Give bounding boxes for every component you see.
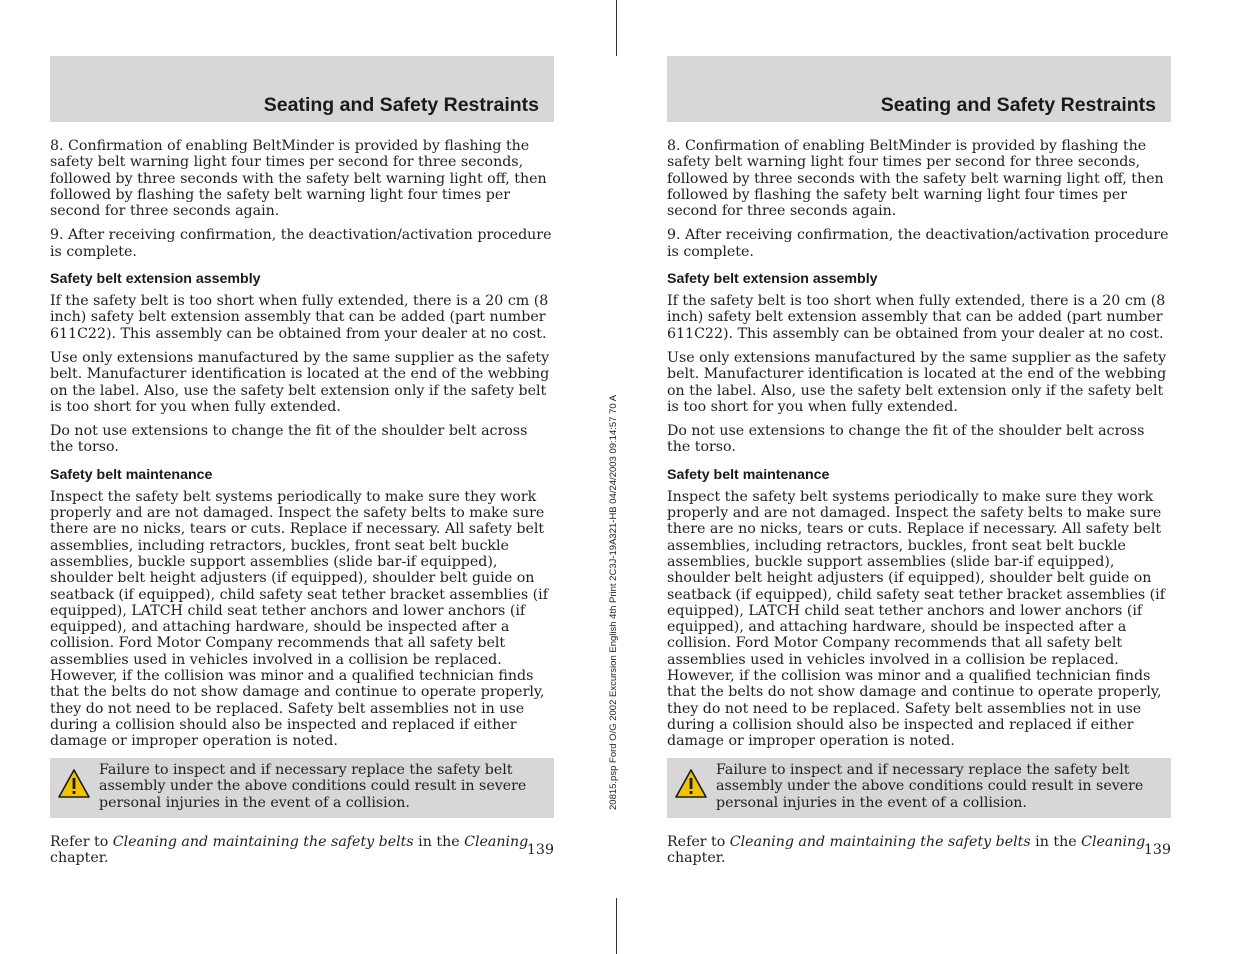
refer-suffix: chapter. [667,850,726,867]
paragraph-confirmation: 8. Confirmation of enabling BeltMinder is provided by flashing the safety belt warning light four times per second for three seconds, followed by three seconds with the safety belt warning light off, then followed by flashing the safety belt warning light four times per second for three seconds again. [667,138,1164,220]
paragraph-maintenance: Inspect the safety belt systems periodically to make sure they work properly and are not damaged. Inspect the safety belts to make sure there are no nicks, tears or cuts. Replace if necessary. All safety belt assemblies, including retractors, buckles, front seat belt buckle assemblies, buckle support assemblies (slide bar-if equipped), shoulder belt height adjusters (if equipped), shoulder belt guide on seatback (if equipped), child safety seat tether bracket assemblies (if equipped), LATCH child seat tether anchors and lower anchors (if equipped), and attaching hardware, should be inspected after a collision. Ford Motor Company recommends that all safety belt assemblies used in vehicles involved in a collision be replaced. However, if the collision was minor and a qualified technician finds that the belts do not show damage and continue to operate properly, they do not need to be replaced. Safety belt assemblies not in use during a collision should also be inspected and replaced if either damage or improper operation is noted. [667,488,1165,750]
header-title: Seating and Safety Restraints [880,94,1156,116]
page-content [50,138,554,875]
page-header [50,56,554,122]
paragraph-maintenance: Inspect the safety belt systems periodically to make sure they work properly and are not damaged. Inspect the safety belts to make sure there are no nicks, tears or cuts. Replace if necessary. All safety belt assemblies, including retractors, buckles, front seat belt buckle assemblies, buckle support assemblies (slide bar-if equipped), shoulder belt height adjusters (if equipped), shoulder belt guide on seatback (if equipped), child safety seat tether bracket assemblies (if equipped), LATCH child seat tether anchors and lower anchors (if equipped), and attaching hardware, should be inspected after a collision. Ford Motor Company recommends that all safety belt assemblies used in vehicles involved in a collision be replaced. However, if the collision was minor and a qualified technician finds that the belts do not show damage and continue to operate properly, they do not need to be replaced. Safety belt assemblies not in use during a collision should also be inspected and replaced if either damage or improper operation is noted. [50,488,548,750]
refer-suffix: chapter. [50,850,109,867]
page-header [667,56,1171,122]
heading-belt-maintenance: Safety belt maintenance [50,466,213,483]
refer-mid: in the [413,834,465,850]
paragraph-extension-info: If the safety belt is too short when fully extended, there is a 20 cm (8 inch) safety belt extension assembly that can be added (part number 611C22). This assembly can be obtained from your dealer at no cost. [50,293,549,342]
paragraph-extension-warning: Do not use extensions to change the fit of the shoulder belt across the torso. [50,423,528,456]
refer-prefix: Refer to [667,834,730,850]
paragraph-confirmation: 8. Confirmation of enabling BeltMinder is provided by flashing the safety belt warning light four times per second for three seconds, followed by three seconds with the safety belt warning light off, then followed by flashing the safety belt warning light four times per second for three seconds again. [50,138,547,220]
left-page [50,0,554,954]
paragraph-extension-info: If the safety belt is too short when fully extended, there is a 20 cm (8 inch) safety belt extension assembly that can be added (part number 611C22). This assembly can be obtained from your dealer at no cost. [667,293,1166,342]
heading-belt-maintenance: Safety belt maintenance [667,466,830,483]
paragraph-refer [50,834,554,867]
page-content [667,138,1171,875]
paragraph-extension-warning: Do not use extensions to change the fit of the shoulder belt across the torso. [667,423,1145,456]
warning-triangle-icon [674,768,708,800]
heading-extension-assembly: Safety belt extension assembly [667,271,878,288]
paragraph-procedure-complete: 9. After receiving confirmation, the deactivation/activation procedure is complete. [50,227,552,260]
warning-text: Failure to inspect and if necessary replace the safety belt assembly under the above conditions could result in severe personal injuries in the event of a collision. [716,761,1144,811]
header-title: Seating and Safety Restraints [263,94,539,116]
warning-box [50,758,554,819]
crop-mark-bottom [616,898,617,954]
page-number: 139 [526,842,554,858]
warning-text: Failure to inspect and if necessary replace the safety belt assembly under the above conditions could result in severe personal injuries in the event of a collision. [99,761,527,811]
refer-mid: in the [1030,834,1082,850]
heading-extension-assembly: Safety belt extension assembly [50,271,261,288]
paragraph-procedure-complete: 9. After receiving confirmation, the deactivation/activation procedure is complete. [667,227,1169,260]
paragraph-refer [667,834,1171,867]
right-page [667,0,1171,954]
refer-prefix: Refer to [50,834,113,850]
crop-mark-top [616,0,617,56]
refer-italic-chapter: Cleaning [464,834,529,850]
paragraph-extension-supplier: Use only extensions manufactured by the same supplier as the safety belt. Manufacturer identification is located at the end of the webbing on the label. Also, use the safety belt extension only if the safety belt is too short for you when fully extended. [667,349,1167,415]
refer-italic-section: Cleaning and maintaining the safety belts [729,834,1031,850]
print-slug: 20815.psp Ford O/G 2002 Excursion English 4th Print 2C3J-19A321-HB 04/24/2003 09:14:57 70 A [608,394,619,810]
page-number: 139 [1143,842,1171,858]
warning-triangle-icon [57,768,91,800]
refer-italic-section: Cleaning and maintaining the safety belts [112,834,414,850]
paragraph-extension-supplier: Use only extensions manufactured by the same supplier as the safety belt. Manufacturer identification is located at the end of the webbing on the label. Also, use the safety belt extension only if the safety belt is too short for you when fully extended. [50,349,550,415]
warning-box [667,758,1171,819]
refer-italic-chapter: Cleaning [1081,834,1146,850]
